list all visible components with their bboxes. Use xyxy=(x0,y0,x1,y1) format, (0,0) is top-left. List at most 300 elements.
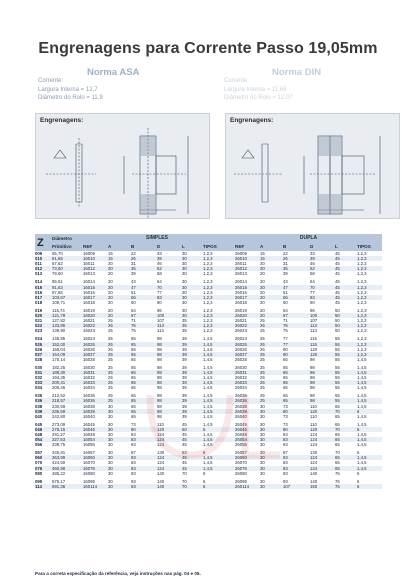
table-cell: 1,4,5 xyxy=(203,398,213,404)
table-cell: 1,2,3 xyxy=(357,271,367,277)
table-cell: 1,4,5 xyxy=(357,364,367,370)
table-cell: 26054 xyxy=(235,437,247,443)
table-cell: 98 xyxy=(310,369,315,375)
table-cell: 133,86 xyxy=(52,323,66,329)
table-cell: 015 xyxy=(35,284,43,290)
table-cell: 1,4,5 xyxy=(203,346,213,352)
table-cell: 50 xyxy=(335,323,340,329)
table-cell: 140 xyxy=(310,478,318,484)
table-cell: 76 xyxy=(335,483,340,489)
table-cell: 65 xyxy=(131,351,136,357)
table-cell: 50 xyxy=(335,313,340,319)
table-cell: 65 xyxy=(283,398,288,404)
table-cell: 6 xyxy=(203,478,206,484)
table-cell: 55 xyxy=(335,341,340,347)
table-cell: 65 xyxy=(131,341,136,347)
table-cell: 30 xyxy=(108,421,113,427)
table-cell: 65 xyxy=(131,336,136,342)
table-cell: 011 xyxy=(35,261,42,267)
table-cell: 022 xyxy=(35,323,43,329)
table-cell: 26060 xyxy=(235,455,247,461)
table-cell: 1,4,5 xyxy=(203,369,213,375)
table-cell: 009 xyxy=(35,251,43,256)
table-cell: 1,4,5 xyxy=(203,408,213,414)
table-cell: 120 xyxy=(157,426,165,432)
table-cell: 16012 xyxy=(83,266,95,272)
table-cell: 16022 xyxy=(83,323,95,329)
table-cell: 26024 xyxy=(235,336,247,342)
table-cell: 26026 xyxy=(235,346,247,352)
table-cell: 30 xyxy=(260,455,265,461)
table-cell: 16045 xyxy=(83,421,95,427)
table-cell: 242,80 xyxy=(52,413,66,419)
table-cell: 50 xyxy=(335,328,340,334)
table-cell: 1,4,5 xyxy=(357,385,367,391)
table-cell: 39 xyxy=(182,356,187,362)
table-cell: 26035 xyxy=(235,393,247,399)
table-cell: 45 xyxy=(182,421,187,427)
table-cell: 98 xyxy=(157,341,162,347)
table-cell: 16054 xyxy=(83,437,95,443)
spec-line: Diâmetro do Rolo = 12,07 xyxy=(224,95,293,102)
table-cell: 218,57 xyxy=(52,398,66,404)
spec-line: Corrente: xyxy=(224,78,250,84)
table-cell: 83 xyxy=(131,455,136,461)
table-cell: 30 xyxy=(108,432,113,437)
table-cell: 26076 xyxy=(235,465,247,471)
table-row xyxy=(35,442,382,447)
table-cell: 6 xyxy=(203,483,206,489)
table-cell: 20 xyxy=(260,261,265,267)
table-cell: 96 xyxy=(310,307,315,313)
table-cell: 30 xyxy=(182,279,187,285)
table-cell: 45 xyxy=(335,289,340,295)
table-cell: 30 xyxy=(108,483,113,489)
table-cell: 70 xyxy=(182,470,187,476)
table-cell: 16060 xyxy=(83,455,95,461)
table-cell: 75 xyxy=(131,328,136,334)
table-cell: 1,2,3 xyxy=(203,266,213,272)
table-cell: 30 xyxy=(260,437,265,443)
table-cell: 22 xyxy=(131,251,136,256)
table-cell: 124 xyxy=(310,432,318,437)
table-cell: 16010 xyxy=(83,256,95,262)
table-cell: 26018 xyxy=(235,299,247,305)
table-cell: 26057 xyxy=(235,450,247,456)
table-cell: 30 xyxy=(108,478,113,484)
table-cell: 6 xyxy=(203,470,206,476)
table-cell: 124 xyxy=(157,442,165,448)
table-cell: 124 xyxy=(310,465,318,471)
table-cell: 110 xyxy=(310,421,317,427)
table-cell: 25 xyxy=(260,341,265,347)
table-cell: 80 xyxy=(283,426,288,432)
table-cell: 64 xyxy=(157,279,162,285)
table-cell: 98 xyxy=(157,413,162,419)
table-cell: 027 xyxy=(35,351,43,357)
table-cell: 65 xyxy=(283,380,288,386)
table-cell: 26017 xyxy=(235,294,247,300)
table-cell: 25 xyxy=(260,375,265,381)
table-cell: 90 xyxy=(310,299,315,305)
drawing-label: Engrenagens: xyxy=(230,117,274,124)
table-cell: 20 xyxy=(108,307,113,313)
table-row xyxy=(35,300,382,305)
table-cell: 65 xyxy=(131,356,136,362)
table-cell: 6 xyxy=(357,450,360,456)
table-cell: 1,4,5 xyxy=(203,393,213,399)
table-cell: 98 xyxy=(310,356,315,362)
table-cell: 98 xyxy=(157,398,162,404)
table-cell: 16039 xyxy=(83,408,95,414)
table-cell: 028 xyxy=(35,356,43,362)
table-cell: 25 xyxy=(108,318,113,324)
table-cell: 1,2,3 xyxy=(203,318,213,324)
table-cell: 45 xyxy=(335,256,340,262)
table-cell: 16011 xyxy=(83,261,95,267)
table-cell: 26070 xyxy=(235,460,247,466)
table-cell: 26034 xyxy=(235,385,247,391)
table-cell: 26010 xyxy=(235,256,247,262)
table-cell: 15 xyxy=(260,256,265,262)
table-cell: 25 xyxy=(260,364,265,370)
table-cell: 70 xyxy=(335,426,340,432)
table-cell: 25 xyxy=(108,356,113,362)
table-cell: 30 xyxy=(260,483,265,489)
table-cell: 1,4,5 xyxy=(357,356,367,362)
table-row xyxy=(35,271,382,276)
table-cell: 67 xyxy=(283,313,288,319)
table-cell: 65 xyxy=(335,455,340,461)
sprocket-drawing-asa xyxy=(35,113,210,219)
table-cell: 16028 xyxy=(83,356,95,362)
table-cell: 034 xyxy=(35,385,43,391)
table-cell: 39 xyxy=(283,271,288,277)
table-cell: 6 xyxy=(357,426,360,432)
table-cell: 87 xyxy=(283,450,288,456)
table-cell: 25 xyxy=(260,356,265,362)
table-cell: 20 xyxy=(108,284,113,290)
table-cell: 65 xyxy=(283,364,288,370)
table-cell: 1,4,5 xyxy=(203,385,213,391)
table-cell: 65 xyxy=(335,432,340,437)
table-cell: 65 xyxy=(335,460,340,466)
table-cell: 1,2,3 xyxy=(357,299,367,305)
table-cell: 230,69 xyxy=(52,403,66,409)
table-cell: 26013 xyxy=(235,271,247,277)
table-cell: 26025 xyxy=(235,341,247,347)
table-cell: 038 xyxy=(35,403,43,409)
table-cell: 87 xyxy=(131,450,136,456)
table-cell: 20 xyxy=(260,284,265,290)
table-cell: 67 xyxy=(131,313,136,319)
sprocket-section-svg xyxy=(226,114,401,220)
table-cell: 70 xyxy=(182,483,187,489)
table-cell: 55 xyxy=(335,356,340,362)
table-cell: 16027 xyxy=(83,351,95,357)
table-cell: 26019 xyxy=(235,307,247,313)
table-cell: 52 xyxy=(310,266,315,272)
table-cell: 65 xyxy=(131,380,136,386)
table-cell: 80 xyxy=(131,426,136,432)
table-cell: 16015 xyxy=(83,284,95,290)
table-cell: 55,70 xyxy=(52,251,63,256)
table-cell: 16025 xyxy=(83,341,95,347)
table-cell: 56 xyxy=(283,294,288,300)
table-cell: 1,4,5 xyxy=(357,380,367,386)
table-cell: 25 xyxy=(108,323,113,329)
table-cell: 30 xyxy=(260,442,265,448)
table-cell: 30 xyxy=(108,426,113,432)
table-cell: 71 xyxy=(131,318,136,324)
table-row xyxy=(35,484,382,489)
table-cell: 39 xyxy=(182,393,187,399)
table-cell: 98 xyxy=(157,336,162,342)
table-cell: 018 xyxy=(35,299,43,305)
table-cell: 1,4,5 xyxy=(203,336,213,342)
table-cell: 65 xyxy=(283,375,288,381)
table-cell: 16038 xyxy=(83,403,95,409)
table-cell: 26080 xyxy=(235,470,247,476)
table-cell: 182,25 xyxy=(52,364,66,370)
table-cell: 115 xyxy=(310,341,317,347)
table-cell: 1,4,5 xyxy=(203,455,213,461)
table-cell: 16036 xyxy=(83,398,95,404)
table-cell: 014 xyxy=(35,279,43,285)
table-cell: 30 xyxy=(108,408,113,414)
table-cell: 35 xyxy=(182,318,187,324)
table-cell: 170,14 xyxy=(52,356,66,362)
table-cell: 188,30 xyxy=(52,369,66,375)
table-cell: 25 xyxy=(108,364,113,370)
table-cell: 110 xyxy=(310,403,317,409)
table-cell: 64 xyxy=(131,307,136,313)
table-cell: 30 xyxy=(108,442,113,448)
table-cell: 20 xyxy=(108,313,113,319)
table-cell: 93 xyxy=(283,478,288,484)
table-cell: 98 xyxy=(157,380,162,386)
table-cell: 98 xyxy=(310,375,315,381)
table-cell: 65 xyxy=(335,403,340,409)
table-cell: 16023 xyxy=(83,328,95,334)
table-cell: 1,4,5 xyxy=(203,403,213,409)
table-cell: 054 xyxy=(35,437,43,443)
table-cell: 73 xyxy=(283,421,288,427)
table-cell: 25 xyxy=(260,323,265,329)
table-cell: 83 xyxy=(131,465,136,471)
table-cell: 30 xyxy=(108,470,113,476)
table-cell: 30 xyxy=(260,478,265,484)
table-cell: 115 xyxy=(310,336,317,342)
table-cell: 1,2,3 xyxy=(357,336,367,342)
table-cell: 1,2,3 xyxy=(357,313,367,319)
table-cell: 31 xyxy=(283,261,288,267)
table-cell: 58 xyxy=(157,271,162,277)
table-cell: 16020 xyxy=(83,313,95,319)
table-cell: 45 xyxy=(335,261,340,267)
table-cell: 25 xyxy=(260,318,265,324)
table-cell: 194,35 xyxy=(52,375,66,381)
table-cell: 1,4,5 xyxy=(203,421,213,427)
table-row xyxy=(35,328,382,333)
table-cell: 1,4,5 xyxy=(357,403,367,409)
table-cell: 63 xyxy=(182,450,187,456)
table-cell: 98 xyxy=(310,380,315,386)
table-cell: 200,41 xyxy=(52,380,66,386)
table-cell: 1,2,3 xyxy=(357,261,367,267)
table-cell: 83 xyxy=(283,432,288,437)
table-cell: 576,17 xyxy=(52,478,66,484)
table-cell: 140 xyxy=(157,483,165,489)
table-cell: 26032 xyxy=(235,375,247,381)
table-cell: 45 xyxy=(182,432,187,437)
table-cell: 39 xyxy=(182,380,187,386)
table-cell: 65 xyxy=(335,442,340,448)
table-cell: 77 xyxy=(283,336,288,342)
table-cell: 58 xyxy=(310,271,315,277)
table-cell: 26014 xyxy=(235,279,247,285)
table-cell: 65 xyxy=(131,398,136,404)
table-cell: 30 xyxy=(260,413,265,419)
table-cell: 120 xyxy=(310,346,318,352)
table-cell: 39 xyxy=(182,408,187,414)
table-cell: 73 xyxy=(131,421,136,427)
table-cell: 80 xyxy=(283,351,288,357)
table-cell: 1,2,3 xyxy=(357,351,367,357)
table-cell: 16040 xyxy=(83,413,95,419)
table-cell: 124 xyxy=(310,455,318,461)
table-cell: 26015 xyxy=(235,284,247,290)
table-cell: 25 xyxy=(108,328,113,334)
table-cell: 98 xyxy=(157,351,162,357)
table-cell: 26040 xyxy=(235,413,247,419)
table-cell: 1,4,5 xyxy=(357,437,367,443)
table-cell: 26 xyxy=(131,256,136,262)
table-cell: 1,4,5 xyxy=(203,341,213,347)
col-header: B xyxy=(283,244,287,249)
table-cell: 30 xyxy=(260,470,265,476)
table-cell: 25 xyxy=(108,341,113,347)
table-cell: 057 xyxy=(35,450,43,456)
table-cell: 65 xyxy=(131,346,136,352)
table-cell: 73,60 xyxy=(52,266,63,272)
table-cell: 1,2,3 xyxy=(357,256,367,262)
table-cell: 83 xyxy=(283,442,288,448)
table-cell: 1,2,3 xyxy=(357,346,367,352)
table-cell: 26 xyxy=(283,256,288,262)
table-cell: 260114 xyxy=(235,483,250,489)
sprocket-section-svg xyxy=(36,114,211,220)
table-cell: 15 xyxy=(108,251,113,256)
table-cell: 30 xyxy=(108,455,113,461)
table-cell: 019 xyxy=(35,307,43,313)
table-cell: 30 xyxy=(182,299,187,305)
table-cell: 1,4,5 xyxy=(203,351,213,357)
table-cell: 1,2,3 xyxy=(357,294,367,300)
table-cell: 33 xyxy=(157,251,162,256)
table-cell: 020 xyxy=(35,313,43,319)
table-body xyxy=(35,251,382,492)
table-cell: 16034 xyxy=(83,385,95,391)
table-cell: 70 xyxy=(310,284,315,290)
table-cell: 98 xyxy=(157,369,162,375)
table-cell: 60 xyxy=(283,299,288,305)
standard-asa-specs xyxy=(38,77,103,103)
table-cell: 20 xyxy=(108,279,113,285)
table-cell: 16057 xyxy=(83,450,95,456)
table-cell: 20 xyxy=(108,271,113,277)
spec-line: Corrente: xyxy=(38,78,64,84)
table-cell: 021 xyxy=(35,318,43,324)
table-cell: 1,4,5 xyxy=(357,465,367,471)
table-cell: 152,00 xyxy=(52,341,66,347)
table-cell: 1,4,5 xyxy=(357,375,367,381)
table-cell: 30 xyxy=(260,421,265,427)
table-cell: 30 xyxy=(182,313,187,319)
table-cell: 33 xyxy=(310,251,315,256)
table-cell: 25 xyxy=(108,346,113,352)
table-cell: 77 xyxy=(283,341,288,347)
table-cell: 127,82 xyxy=(52,318,66,324)
table-cell: 113 xyxy=(157,328,164,334)
page-title: Engrenagens para Corrente Passo 19,05mm xyxy=(38,40,378,57)
table-cell: 16021 xyxy=(83,318,95,324)
standard-din-title: Norma DIN xyxy=(272,67,322,78)
table-cell: 65 xyxy=(335,413,340,419)
table-cell: 16016 xyxy=(83,289,95,295)
table-cell: 1,4,5 xyxy=(357,393,367,399)
table-cell: 1,2,3 xyxy=(203,299,213,305)
table-cell: 1,4,5 xyxy=(203,432,213,437)
table-cell: 1,4,5 xyxy=(203,465,213,471)
spec-line: Largura Interna = 11,68 xyxy=(224,86,287,93)
table-row xyxy=(35,385,382,390)
table-cell: 010 xyxy=(35,256,43,262)
table-cell: 30 xyxy=(260,426,265,432)
table-cell: 16048 xyxy=(83,432,95,437)
table-cell: 15 xyxy=(260,251,265,256)
col-header-primitivo: Primitivo xyxy=(52,244,72,249)
table-cell: 45 xyxy=(182,460,187,466)
table-cell: 033 xyxy=(35,380,43,386)
table-cell: 46 xyxy=(157,261,162,267)
table-cell: 16017 xyxy=(83,294,95,300)
table-cell: 64 xyxy=(310,279,315,285)
table-cell: 20 xyxy=(260,271,265,277)
table-cell: 1,4,5 xyxy=(357,460,367,466)
table-cell: 1,4,5 xyxy=(203,413,213,419)
table-cell: 25 xyxy=(260,328,265,334)
table-cell: 16024 xyxy=(83,336,95,342)
table-cell: 6 xyxy=(357,470,360,476)
footer-note: Para a correta especificação da referência, veja instruções nas pág. 04 e 05. xyxy=(35,571,201,576)
table-cell: 26045 xyxy=(235,421,247,427)
table-cell: 363,99 xyxy=(52,455,66,461)
table-cell: 6 xyxy=(357,478,360,484)
table-cell: 1,4,5 xyxy=(357,421,367,427)
table-cell: 1,2,3 xyxy=(203,251,213,256)
table-cell: 65 xyxy=(283,385,288,391)
col-header-z: Z xyxy=(37,237,44,249)
table-cell: 1,2,3 xyxy=(357,323,367,329)
table-cell: 1,4,5 xyxy=(357,432,367,437)
table-cell: 98 xyxy=(157,385,162,391)
table-cell: 6 xyxy=(203,450,206,456)
table-cell: 1,4,5 xyxy=(357,413,367,419)
table-cell: 93 xyxy=(131,478,136,484)
table-row xyxy=(35,357,382,362)
table-cell: 51 xyxy=(131,289,136,295)
